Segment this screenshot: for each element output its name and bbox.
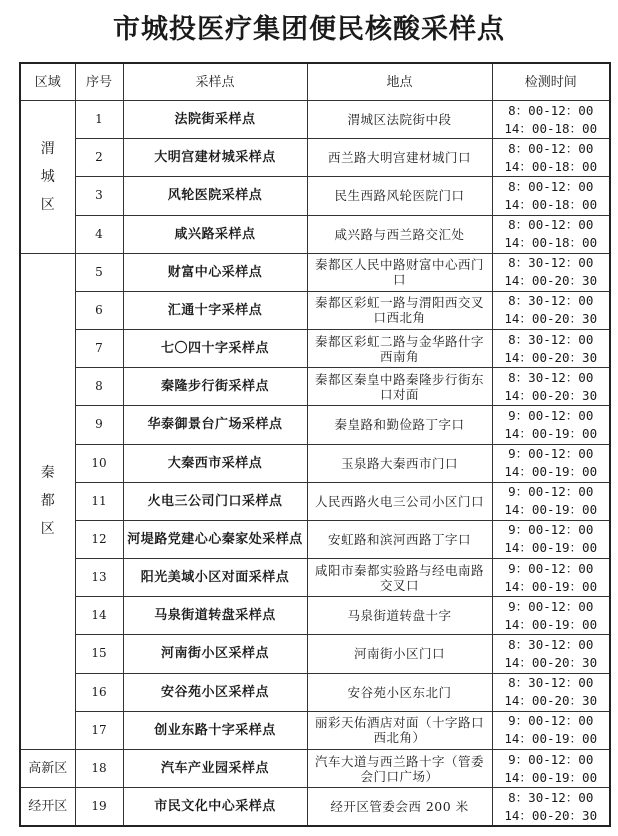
time-range: 8：30-12：00 xyxy=(508,369,594,385)
region-name: 秦 xyxy=(40,465,55,482)
site-name-cell: 华泰御景台广场采样点 xyxy=(123,406,307,444)
header-seq: 序号 xyxy=(75,63,123,101)
time-range: 14：00-20：30 xyxy=(504,693,598,709)
time-range: 9：00-12：00 xyxy=(508,446,594,462)
table-row xyxy=(20,788,610,826)
time-cell xyxy=(492,711,610,749)
time-range: 8：00-12：00 xyxy=(508,140,594,156)
address-cell: 民生西路风轮医院门口 xyxy=(307,177,492,215)
time-range: 9：00-12：00 xyxy=(508,407,594,423)
address-cell: 咸兴路与西兰路交汇处 xyxy=(307,215,492,253)
time-cell xyxy=(492,749,610,787)
site-name-cell: 汽车产业园采样点 xyxy=(123,749,307,787)
header-region: 区域 xyxy=(20,63,75,101)
table-row xyxy=(20,101,610,139)
seq-cell: 7 xyxy=(75,330,123,368)
time-range: 14：00-20：30 xyxy=(504,387,598,403)
table-body xyxy=(20,101,610,827)
seq-cell: 13 xyxy=(75,559,123,597)
time-cell xyxy=(492,482,610,520)
address-cell: 秦都区秦皇中路秦隆步行街东口对面 xyxy=(307,368,492,406)
time-cell xyxy=(492,673,610,711)
time-range: 14：00-19：00 xyxy=(504,578,598,594)
seq-cell: 19 xyxy=(75,788,123,826)
table-header-row xyxy=(20,63,610,101)
site-name-cell: 汇通十字采样点 xyxy=(123,291,307,329)
table-row xyxy=(20,177,610,215)
time-range: 8：30-12：00 xyxy=(508,675,594,691)
table-row xyxy=(20,139,610,177)
header-time: 检测时间 xyxy=(492,63,610,101)
time-range: 8：30-12：00 xyxy=(508,293,594,309)
time-range: 9：00-12：00 xyxy=(508,484,594,500)
time-range: 14：00-19：00 xyxy=(504,769,598,785)
region-name: 高新区 xyxy=(28,760,68,776)
site-name-cell: 大明宫建材城采样点 xyxy=(123,139,307,177)
address-cell: 丽彩天佑酒店对面（十字路口西北角） xyxy=(307,711,492,749)
seq-cell: 11 xyxy=(75,482,123,520)
table-row xyxy=(20,406,610,444)
seq-cell: 9 xyxy=(75,406,123,444)
time-range: 14：00-20：30 xyxy=(504,311,598,327)
seq-cell: 3 xyxy=(75,177,123,215)
region-name: 区 xyxy=(40,521,55,538)
sampling-sites-table-wrapper xyxy=(19,62,609,827)
site-name-cell: 创业东路十字采样点 xyxy=(123,711,307,749)
time-cell xyxy=(492,444,610,482)
sampling-sites-table xyxy=(19,62,611,827)
time-cell xyxy=(492,559,610,597)
region-name: 区 xyxy=(40,196,55,213)
site-name-cell: 河南街小区采样点 xyxy=(123,635,307,673)
seq-cell: 6 xyxy=(75,291,123,329)
site-name-cell: 火电三公司门口采样点 xyxy=(123,482,307,520)
address-cell: 秦都区人民中路财富中心西门口 xyxy=(307,253,492,291)
time-range: 14：00-19：00 xyxy=(504,540,598,556)
time-range: 14：00-19：00 xyxy=(504,464,598,480)
site-name-cell: 阳光美域小区对面采样点 xyxy=(123,559,307,597)
seq-cell: 8 xyxy=(75,368,123,406)
seq-cell: 17 xyxy=(75,711,123,749)
seq-cell: 16 xyxy=(75,673,123,711)
table-row xyxy=(20,330,610,368)
seq-cell: 2 xyxy=(75,139,123,177)
time-range: 9：00-12：00 xyxy=(508,560,594,576)
site-name-cell: 大秦西市采样点 xyxy=(123,444,307,482)
time-range: 14：00-18：00 xyxy=(504,120,598,136)
region-name: 都 xyxy=(40,493,55,510)
table-row xyxy=(20,559,610,597)
table-row xyxy=(20,749,610,787)
table-row xyxy=(20,635,610,673)
site-name-cell: 市民文化中心采样点 xyxy=(123,788,307,826)
site-name-cell: 马泉街道转盘采样点 xyxy=(123,597,307,635)
time-cell xyxy=(492,520,610,558)
time-range: 14：00-20：30 xyxy=(504,349,598,365)
table-row xyxy=(20,368,610,406)
page-title: 市城投医疗集团便民核酸采样点 xyxy=(113,14,505,45)
region-name: 经开区 xyxy=(28,798,68,814)
address-cell: 渭城区法院街中段 xyxy=(307,101,492,139)
address-cell: 咸阳市秦都实验路与经电南路交叉口 xyxy=(307,559,492,597)
region-cell xyxy=(20,749,75,787)
header-address: 地点 xyxy=(307,63,492,101)
region-cell xyxy=(20,788,75,826)
table-row xyxy=(20,291,610,329)
region-cell xyxy=(20,101,75,254)
site-name-cell: 七〇四十字采样点 xyxy=(123,330,307,368)
table-row xyxy=(20,673,610,711)
time-cell xyxy=(492,291,610,329)
region-name: 城 xyxy=(40,168,55,185)
site-name-cell: 风轮医院采样点 xyxy=(123,177,307,215)
time-range: 14：00-19：00 xyxy=(504,616,598,632)
time-cell xyxy=(492,253,610,291)
seq-cell: 18 xyxy=(75,749,123,787)
region-cell xyxy=(20,253,75,749)
time-range: 14：00-19：00 xyxy=(504,425,598,441)
time-range: 9：00-12：00 xyxy=(508,751,594,767)
time-cell xyxy=(492,635,610,673)
site-name-cell: 河堤路党建心心秦家处采样点 xyxy=(123,520,307,558)
seq-cell: 1 xyxy=(75,101,123,139)
time-cell xyxy=(492,788,610,826)
time-cell xyxy=(492,597,610,635)
time-range: 8：00-12：00 xyxy=(508,102,594,118)
site-name-cell: 财富中心采样点 xyxy=(123,253,307,291)
time-cell xyxy=(492,139,610,177)
address-cell: 玉泉路大秦西市门口 xyxy=(307,444,492,482)
address-cell: 西兰路大明宫建材城门口 xyxy=(307,139,492,177)
seq-cell: 14 xyxy=(75,597,123,635)
address-cell: 秦皇路和勤俭路丁字口 xyxy=(307,406,492,444)
table-row xyxy=(20,711,610,749)
time-range: 14：00-18：00 xyxy=(504,158,598,174)
time-range: 9：00-12：00 xyxy=(508,598,594,614)
header-site: 采样点 xyxy=(123,63,307,101)
time-cell xyxy=(492,406,610,444)
seq-cell: 4 xyxy=(75,215,123,253)
time-range: 9：00-12：00 xyxy=(508,522,594,538)
address-cell: 经开区管委会西 200 米 xyxy=(307,788,492,826)
time-range: 8：00-12：00 xyxy=(508,217,594,233)
time-range: 8：30-12：00 xyxy=(508,255,594,271)
time-range: 14：00-18：00 xyxy=(504,235,598,251)
address-cell: 汽车大道与西兰路十字（管委会门口广场） xyxy=(307,749,492,787)
table-row xyxy=(20,597,610,635)
table-row xyxy=(20,215,610,253)
time-range: 14：00-20：30 xyxy=(504,654,598,670)
address-cell: 安虹路和滨河西路丁字口 xyxy=(307,520,492,558)
time-range: 8：00-12：00 xyxy=(508,178,594,194)
time-range: 9：00-12：00 xyxy=(508,713,594,729)
table-row xyxy=(20,253,610,291)
address-cell: 秦都区彩虹二路与金华路什字西南角 xyxy=(307,330,492,368)
seq-cell: 10 xyxy=(75,444,123,482)
address-cell: 马泉街道转盘十字 xyxy=(307,597,492,635)
time-range: 8：30-12：00 xyxy=(508,331,594,347)
site-name-cell: 秦隆步行街采样点 xyxy=(123,368,307,406)
time-range: 14：00-19：00 xyxy=(504,731,598,747)
time-cell xyxy=(492,101,610,139)
address-cell: 秦都区彩虹一路与渭阳西交叉口西北角 xyxy=(307,291,492,329)
seq-cell: 5 xyxy=(75,253,123,291)
site-name-cell: 咸兴路采样点 xyxy=(123,215,307,253)
time-range: 14：00-19：00 xyxy=(504,502,598,518)
time-range: 14：00-18：00 xyxy=(504,196,598,212)
region-name: 渭 xyxy=(40,140,55,157)
seq-cell: 15 xyxy=(75,635,123,673)
site-name-cell: 安谷苑小区采样点 xyxy=(123,673,307,711)
time-range: 8：30-12：00 xyxy=(508,636,594,652)
time-cell xyxy=(492,330,610,368)
time-cell xyxy=(492,215,610,253)
table-row xyxy=(20,482,610,520)
table-row xyxy=(20,520,610,558)
address-cell: 人民西路火电三公司小区门口 xyxy=(307,482,492,520)
time-cell xyxy=(492,368,610,406)
table-row xyxy=(20,444,610,482)
site-name-cell: 法院街采样点 xyxy=(123,101,307,139)
address-cell: 安谷苑小区东北门 xyxy=(307,673,492,711)
time-cell xyxy=(492,177,610,215)
time-range: 14：00-20：30 xyxy=(504,807,598,823)
time-range: 8：30-12：00 xyxy=(508,789,594,805)
address-cell: 河南街小区门口 xyxy=(307,635,492,673)
time-range: 14：00-20：30 xyxy=(504,273,598,289)
seq-cell: 12 xyxy=(75,520,123,558)
